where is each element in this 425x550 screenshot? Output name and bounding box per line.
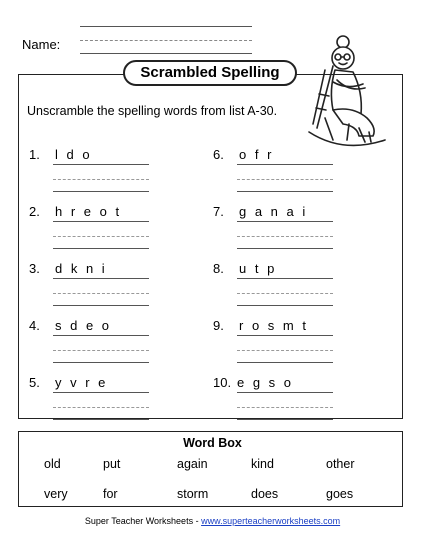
answer-line[interactable] — [53, 236, 149, 237]
footer-text: Super Teacher Worksheets - — [84, 516, 202, 526]
scrambled-word: d k n i — [55, 261, 108, 276]
item-number: 6. — [213, 147, 224, 162]
answer-line[interactable] — [237, 407, 333, 408]
scrambled-word: y v r e — [55, 375, 108, 390]
item-number: 10. — [213, 375, 232, 390]
item-number: 5. — [29, 375, 40, 390]
name-field[interactable] — [80, 26, 252, 54]
item-number: 8. — [213, 261, 224, 276]
word-box-word: other — [326, 457, 355, 471]
footer — [0, 516, 425, 526]
list-item — [29, 261, 209, 309]
item-number: 3. — [29, 261, 40, 276]
list-item — [213, 147, 393, 195]
scrambled-word: g a n a i — [239, 204, 308, 219]
word-box-title: Word Box — [183, 436, 242, 450]
scrambled-word: h r e o t — [55, 204, 122, 219]
word-box-word: kind — [251, 457, 274, 471]
word-box-word: storm — [177, 487, 209, 501]
list-item — [29, 318, 209, 366]
scrambled-word: e g s o — [237, 375, 294, 390]
word-box-word: for — [103, 487, 118, 501]
list-item — [29, 147, 209, 195]
list-item — [29, 375, 209, 423]
answer-line[interactable] — [53, 407, 149, 408]
footer-link[interactable]: www.superteacherworksheets.com — [201, 516, 341, 526]
item-number: 4. — [29, 318, 40, 333]
answer-line[interactable] — [237, 350, 333, 351]
name-label: Name: — [22, 37, 61, 52]
word-box-word: put — [103, 457, 121, 471]
word-box-word: very — [44, 487, 68, 501]
scrambled-word: s d e o — [55, 318, 112, 333]
instructions: Unscramble the spelling words from list A-30. — [27, 104, 278, 118]
item-number: 1. — [29, 147, 40, 162]
item-number: 2. — [29, 204, 40, 219]
scrambled-word: r o s m t — [239, 318, 309, 333]
answer-line[interactable] — [237, 179, 333, 180]
answer-line[interactable] — [53, 293, 149, 294]
item-number: 9. — [213, 318, 224, 333]
list-item — [29, 204, 209, 252]
item-number: 7. — [213, 204, 224, 219]
list-item — [213, 204, 393, 252]
scrambled-word: o f r — [239, 147, 274, 162]
answer-line[interactable] — [53, 350, 149, 351]
worksheet-title: Scrambled Spelling — [123, 60, 297, 86]
answer-line[interactable] — [237, 293, 333, 294]
list-item — [213, 318, 393, 366]
answer-line[interactable] — [53, 179, 149, 180]
answer-line[interactable] — [237, 236, 333, 237]
word-box-word: old — [44, 457, 61, 471]
word-box-word: goes — [326, 487, 354, 501]
list-item — [213, 375, 393, 423]
scrambled-word: l d o — [55, 147, 93, 162]
word-box-word: does — [251, 487, 279, 501]
scrambled-word: u t p — [239, 261, 277, 276]
list-item — [213, 261, 393, 309]
word-box-word: again — [177, 457, 208, 471]
